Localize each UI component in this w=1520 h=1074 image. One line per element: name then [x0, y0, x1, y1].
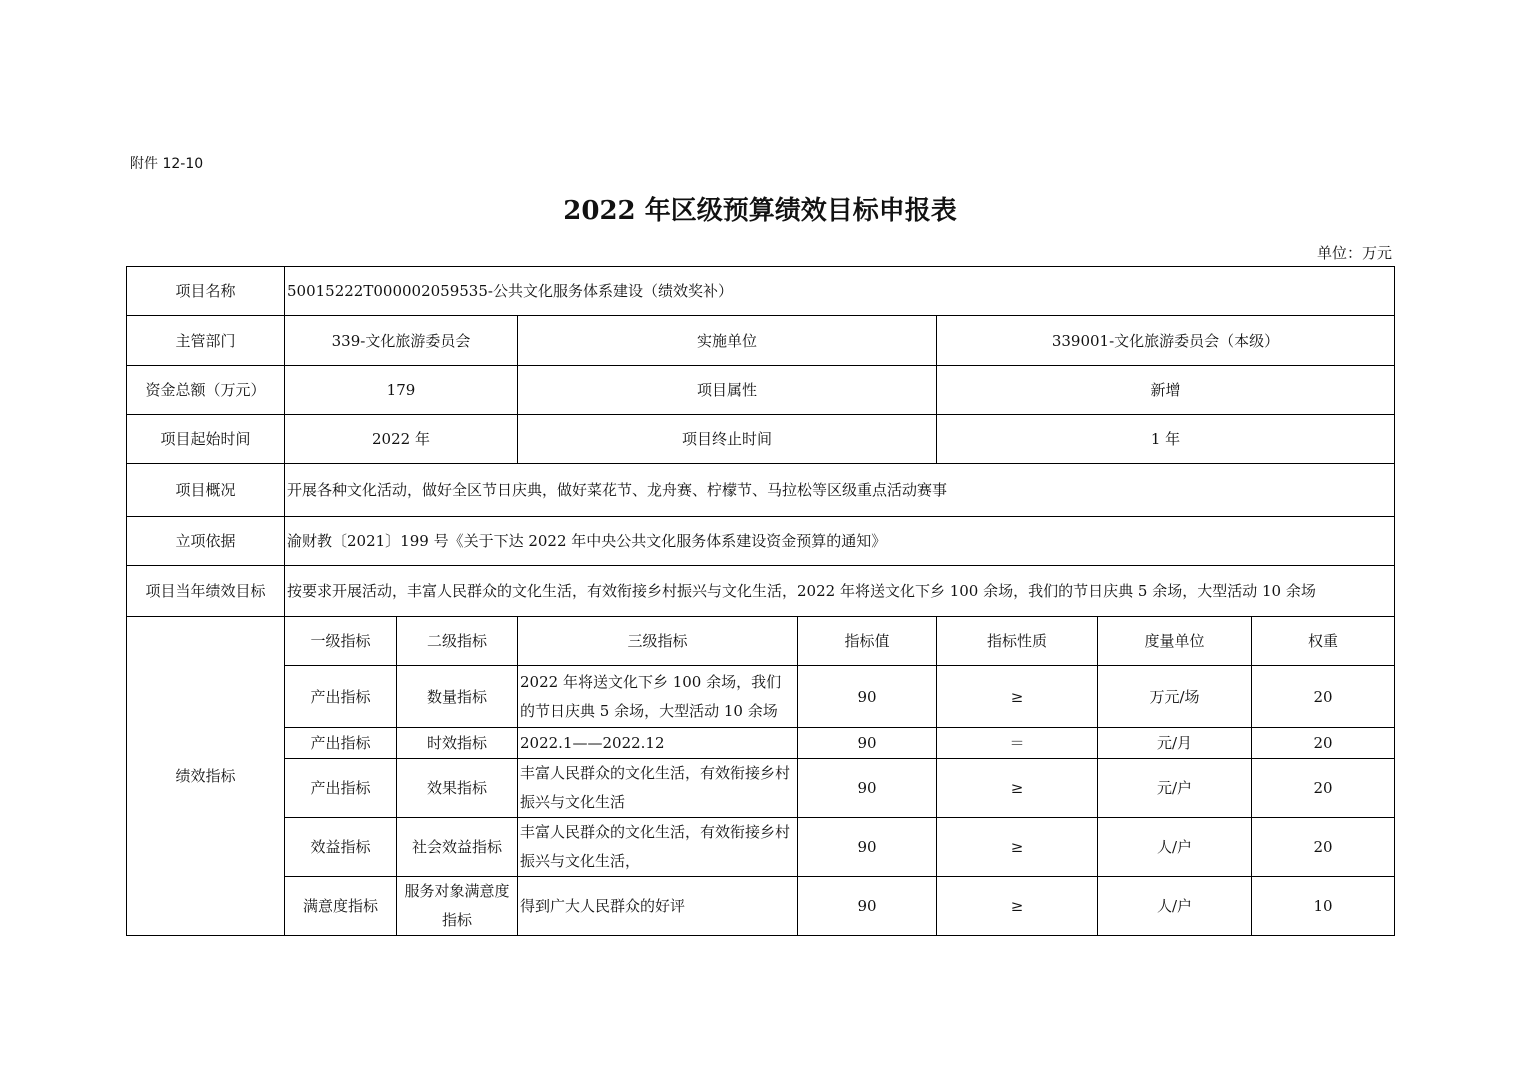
attr-label: 项目属性: [518, 366, 937, 415]
table-row: [127, 818, 1395, 877]
indicator-l3: 得到广大人民群众的好评: [518, 877, 798, 936]
table-row: [127, 728, 1395, 759]
indicator-unit: 元/月: [1098, 728, 1252, 759]
indicator-l3: 2022 年将送文化下乡 100 余场，我们的节日庆典 5 余场，大型活动 10 余场: [518, 666, 798, 728]
indicator-nature: ≥: [937, 818, 1098, 877]
indicator-unit: 人/户: [1098, 877, 1252, 936]
indicator-weight: 20: [1252, 728, 1395, 759]
header-l3: 三级指标: [518, 617, 798, 666]
project-name-label: 项目名称: [127, 267, 285, 316]
dept-label: 主管部门: [127, 316, 285, 366]
indicator-l2: 社会效益指标: [397, 818, 518, 877]
attachment-number: 附件 12-10: [130, 156, 204, 172]
unit-note: 单位：万元: [1316, 244, 1392, 262]
table-row: [127, 877, 1395, 936]
attr-value: 新增: [937, 366, 1395, 415]
table-row: [127, 366, 1395, 415]
indicator-value: 90: [798, 877, 937, 936]
table-row: [127, 517, 1395, 566]
table-row: [127, 415, 1395, 464]
indicator-weight: 10: [1252, 877, 1395, 936]
table-row: [127, 566, 1395, 617]
indicators-label: 绩效指标: [127, 617, 285, 936]
dept-value: 339-文化旅游委员会: [285, 316, 518, 366]
table-row: [127, 759, 1395, 818]
goal-value: 按要求开展活动，丰富人民群众的文化生活，有效衔接乡村振兴与文化生活，2022 年将送文化下乡 100 余场，我们的节日庆典 5 余场，大型活动 10 余场: [285, 566, 1395, 617]
indicator-nature: ＝: [937, 728, 1098, 759]
indicator-value: 90: [798, 759, 937, 818]
indicator-l2: 时效指标: [397, 728, 518, 759]
indicator-l2: 服务对象满意度指标: [397, 877, 518, 936]
indicator-l1: 满意度指标: [285, 877, 397, 936]
indicator-l1: 产出指标: [285, 728, 397, 759]
indicator-weight: 20: [1252, 818, 1395, 877]
indicator-weight: 20: [1252, 759, 1395, 818]
header-value: 指标值: [798, 617, 937, 666]
impl-label: 实施单位: [518, 316, 937, 366]
overview-value: 开展各种文化活动，做好全区节日庆典，做好菜花节、龙舟赛、柠檬节、马拉松等区级重点活动赛事: [285, 464, 1395, 517]
indicator-l3: 丰富人民群众的文化生活，有效衔接乡村振兴与文化生活，: [518, 818, 798, 877]
project-name-value: 50015222T000002059535-公共文化服务体系建设（绩效奖补）: [285, 267, 1395, 316]
end-value: 1 年: [937, 415, 1395, 464]
indicator-l2: 效果指标: [397, 759, 518, 818]
basis-label: 立项依据: [127, 517, 285, 566]
indicator-unit: 人/户: [1098, 818, 1252, 877]
table-row: [127, 666, 1395, 728]
start-label: 项目起始时间: [127, 415, 285, 464]
start-value: 2022 年: [285, 415, 518, 464]
indicator-weight: 20: [1252, 666, 1395, 728]
indicator-value: 90: [798, 666, 937, 728]
indicator-value: 90: [798, 728, 937, 759]
funds-value: 179: [285, 366, 518, 415]
indicator-l1: 效益指标: [285, 818, 397, 877]
end-label: 项目终止时间: [518, 415, 937, 464]
header-l1: 一级指标: [285, 617, 397, 666]
indicator-header-row: [127, 617, 1395, 666]
indicator-l1: 产出指标: [285, 666, 397, 728]
indicator-l3: 2022.1——2022.12: [518, 728, 798, 759]
funds-label: 资金总额（万元）: [127, 366, 285, 415]
header-l2: 二级指标: [397, 617, 518, 666]
indicator-nature: ≥: [937, 666, 1098, 728]
goal-label: 项目当年绩效目标: [127, 566, 285, 617]
indicator-l2: 数量指标: [397, 666, 518, 728]
header-unit: 度量单位: [1098, 617, 1252, 666]
basis-value: 渝财教〔2021〕199 号《关于下达 2022 年中央公共文化服务体系建设资金预算的通知》: [285, 517, 1395, 566]
header-weight: 权重: [1252, 617, 1395, 666]
table-row: [127, 267, 1395, 316]
indicator-value: 90: [798, 818, 937, 877]
impl-value: 339001-文化旅游委员会（本级）: [937, 316, 1395, 366]
indicator-unit: 万元/场: [1098, 666, 1252, 728]
indicator-nature: ≥: [937, 877, 1098, 936]
table-row: [127, 464, 1395, 517]
page-title: 2022 年区级预算绩效目标申报表: [563, 196, 957, 226]
budget-target-table: [126, 266, 1395, 936]
table-row: [127, 316, 1395, 366]
indicator-l3: 丰富人民群众的文化生活，有效衔接乡村振兴与文化生活: [518, 759, 798, 818]
overview-label: 项目概况: [127, 464, 285, 517]
indicator-unit: 元/户: [1098, 759, 1252, 818]
indicator-l1: 产出指标: [285, 759, 397, 818]
header-nature: 指标性质: [937, 617, 1098, 666]
indicator-nature: ≥: [937, 759, 1098, 818]
